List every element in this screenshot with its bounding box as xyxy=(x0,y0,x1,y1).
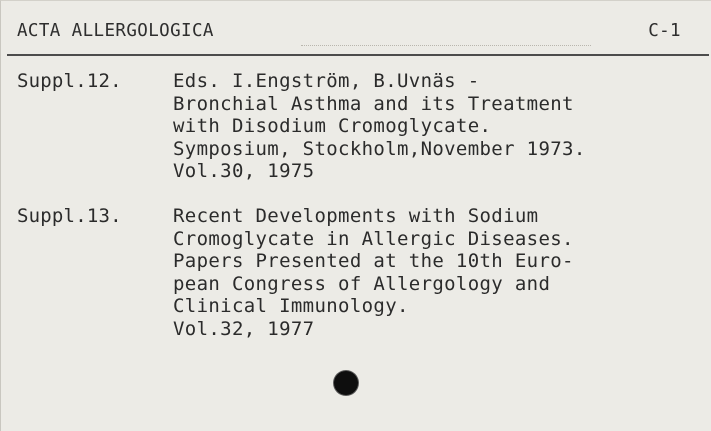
card-code: C-1 xyxy=(648,21,681,41)
entry-line: Papers Presented at the 10th Euro- xyxy=(173,250,574,273)
entry-id: Suppl.13. xyxy=(17,205,122,227)
entry-line: Symposium, Stockholm,November 1973. xyxy=(173,137,586,160)
entry-line: Recent Developments with Sodium xyxy=(173,205,539,227)
entry-line: Clinical Immunology. xyxy=(173,295,409,318)
entry-line: Cromoglycate in Allergic Diseases. xyxy=(173,227,574,250)
punch-hole xyxy=(334,371,358,395)
entry-line: Vol.32, 1977 xyxy=(173,317,315,340)
entry-line: Eds. I.Engström, B.Uvnäs - xyxy=(173,70,480,92)
header-dotted-guide xyxy=(301,45,591,47)
entry-description xyxy=(173,70,711,183)
entry-line: Bronchial Asthma and its Treatment xyxy=(173,92,574,115)
header-rule xyxy=(7,54,709,56)
journal-title: ACTA ALLERGOLOGICA xyxy=(17,21,214,41)
entry-description xyxy=(173,205,711,341)
entry-line: pean Congress of Allergology and xyxy=(173,272,551,295)
entry-line: with Disodium Cromoglycate. xyxy=(173,115,492,138)
entry-id: Suppl.12. xyxy=(17,70,122,92)
entry-line: Vol.30, 1975 xyxy=(173,160,315,183)
